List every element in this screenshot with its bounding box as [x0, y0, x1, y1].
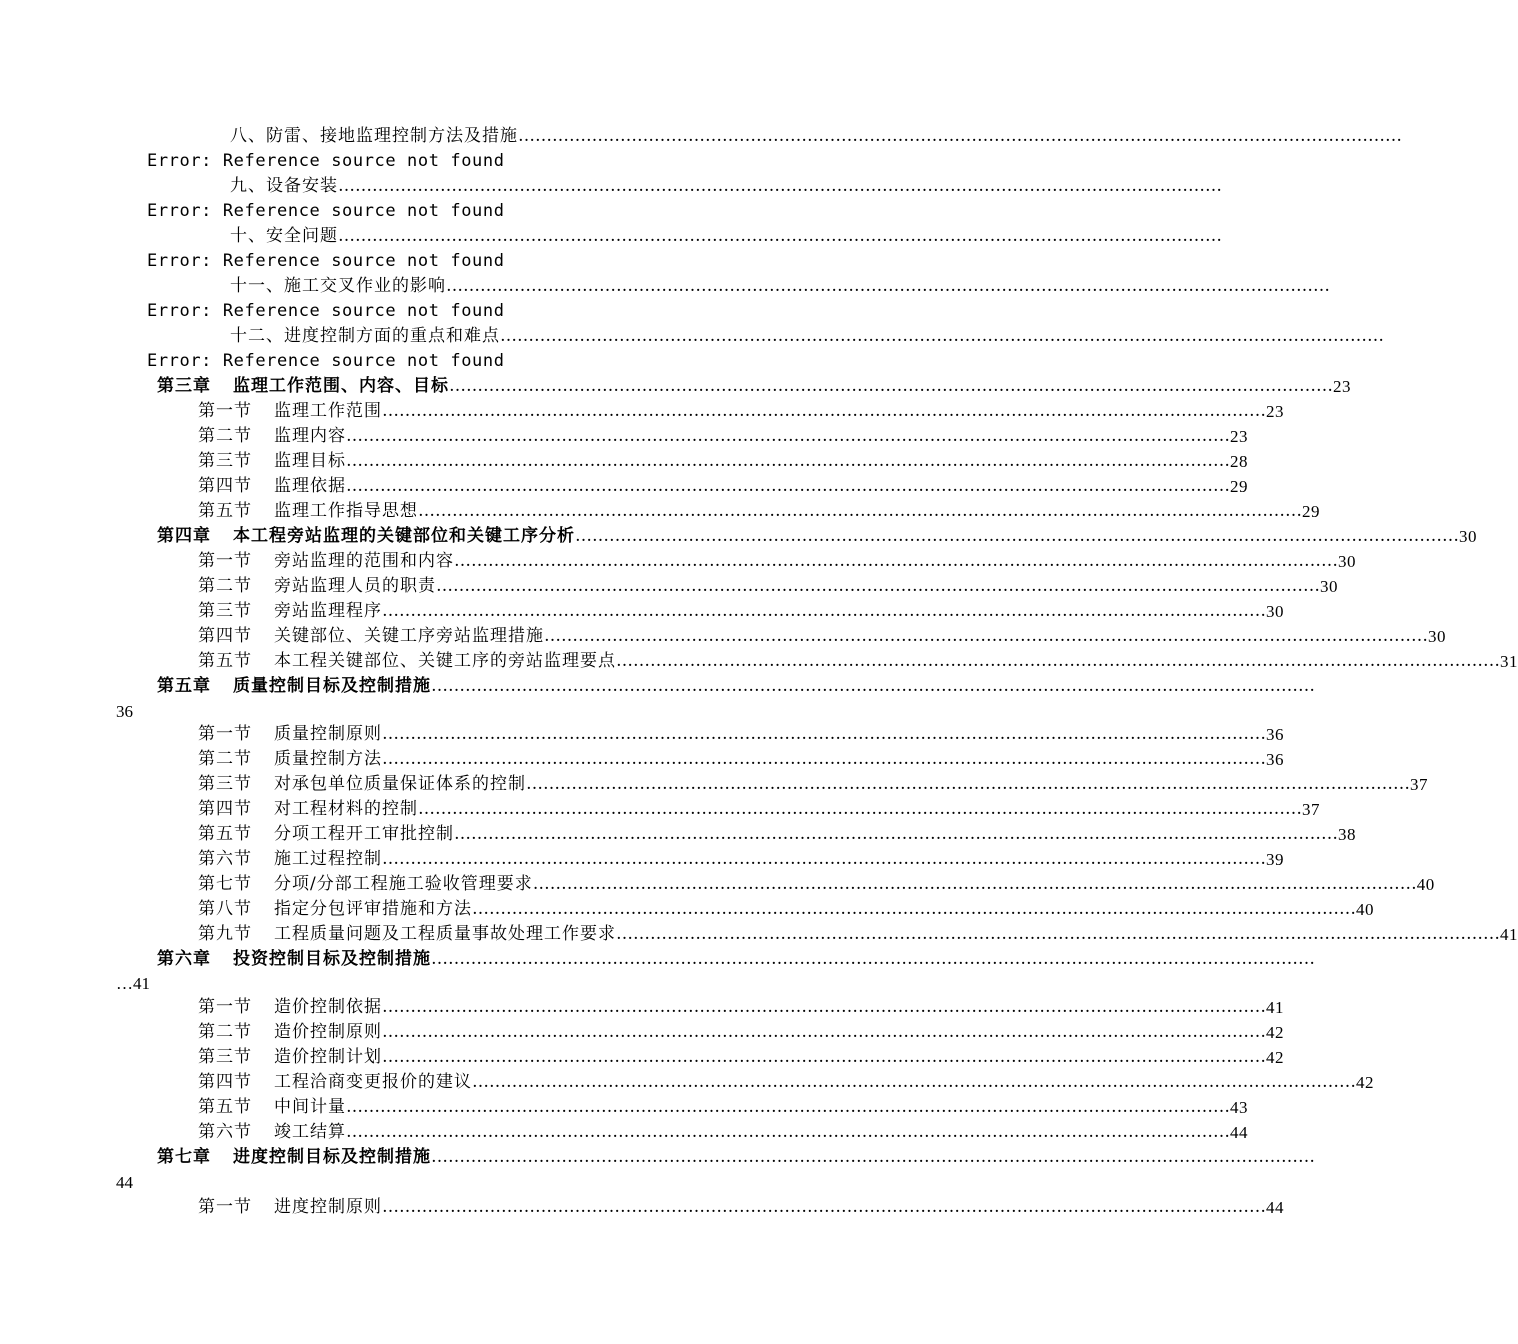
dot-leader: …………………………………………………………………………………………………………………………………………	[418, 799, 1302, 819]
section-entry[interactable]	[198, 499, 1320, 524]
dot-leader: …………………………………………………………………………………………………………………………………………	[449, 376, 1333, 396]
chapter-entry[interactable]	[157, 1145, 1315, 1170]
section-title: 监理内容	[274, 426, 346, 446]
dot-leader: …………………………………………………………………………………………………………………………………………	[532, 874, 1417, 894]
dot-leader: …………………………………………………………………………………………………………………………………………	[382, 1197, 1266, 1217]
wrapped-page-number: 44	[116, 1173, 133, 1192]
section-number: 第四节	[198, 1072, 252, 1092]
section-title: 旁站监理的范围和内容	[274, 551, 454, 571]
chapter-entry[interactable]	[157, 947, 1315, 972]
dot-leader: …………………………………………………………………………………………………………………………………………	[382, 1047, 1266, 1067]
dot-leader: …………………………………………………………………………………………………………………………………………	[431, 949, 1315, 969]
section-number: 第四节	[198, 626, 252, 646]
entry-label: 十二、进度控制方面的重点和难点	[230, 326, 500, 346]
section-title: 监理目标	[274, 451, 346, 471]
page-number: 40	[1356, 900, 1374, 919]
section-number: 第三节	[198, 1047, 252, 1067]
section-entry[interactable]	[198, 474, 1248, 499]
section-entry[interactable]	[198, 449, 1248, 474]
section-number: 第一节	[198, 997, 252, 1017]
page-number: 41	[133, 974, 150, 993]
dot-leader: …………………………………………………………………………………………………………………………………………	[472, 1072, 1356, 1092]
dot-leader: …………………………………………………………………………………………………………………………………………	[338, 176, 1222, 196]
page-number: 43	[1230, 1098, 1248, 1117]
dot-leader: …………………………………………………………………………………………………………………………………………	[544, 626, 1428, 646]
section-title: 分项/分部工程施工验收管理要求	[274, 874, 533, 894]
toc-entry[interactable]	[230, 324, 1384, 349]
section-entry[interactable]	[198, 822, 1356, 847]
section-number: 第一节	[198, 724, 252, 744]
section-title: 本工程关键部位、关键工序的旁站监理要点	[274, 651, 616, 671]
page-number: 42	[1266, 1048, 1284, 1067]
chapter-number: 第三章	[157, 376, 211, 396]
section-title: 旁站监理程序	[274, 601, 382, 621]
dot-leader: …………………………………………………………………………………………………………………………………………	[382, 997, 1266, 1017]
section-entry[interactable]	[198, 722, 1284, 747]
section-entry[interactable]	[198, 399, 1284, 424]
section-entry[interactable]	[198, 847, 1284, 872]
section-entry[interactable]	[198, 772, 1428, 797]
page-number: 39	[1266, 850, 1284, 869]
section-entry[interactable]	[198, 1070, 1374, 1095]
page-number: 29	[1230, 477, 1248, 496]
section-number: 第三节	[198, 601, 252, 621]
chapter-entry[interactable]	[157, 374, 1351, 399]
reference-error: Error: Reference source not found	[147, 251, 505, 271]
section-title: 对承包单位质量保证体系的控制	[274, 774, 526, 794]
section-title: 造价控制计划	[274, 1047, 382, 1067]
reference-error: Error: Reference source not found	[147, 351, 505, 371]
section-entry[interactable]	[198, 797, 1320, 822]
dot-leader: …………………………………………………………………………………………………………………………………………	[346, 1097, 1230, 1117]
section-entry[interactable]	[198, 747, 1284, 772]
section-title: 竣工结算	[274, 1122, 346, 1142]
chapter-title: 进度控制目标及控制措施	[233, 1147, 431, 1167]
page-number: 40	[1416, 875, 1435, 894]
section-title: 指定分包评审措施和方法	[274, 899, 472, 919]
section-entry[interactable]	[198, 649, 1518, 674]
section-title: 质量控制方法	[274, 749, 382, 769]
section-title: 监理工作范围	[274, 401, 382, 421]
page-number: 41	[1500, 925, 1518, 944]
chapter-title: 监理工作范围、内容、目标	[233, 376, 449, 396]
entry-label: 十、安全问题	[230, 226, 338, 246]
section-entry[interactable]	[198, 549, 1356, 574]
dot-leader: …………………………………………………………………………………………………………………………………………	[431, 1147, 1315, 1167]
dot-leader: …………………………………………………………………………………………………………………………………………	[382, 401, 1266, 421]
section-entry[interactable]	[198, 995, 1284, 1020]
section-number: 第五节	[198, 824, 252, 844]
dot-leader: …………………………………………………………………………………………………………………………………………	[575, 526, 1459, 546]
page-number: 28	[1230, 452, 1248, 471]
section-entry[interactable]	[198, 624, 1446, 649]
page-number: 42	[1266, 1023, 1284, 1042]
chapter-number: 第五章	[157, 676, 211, 696]
section-number: 第二节	[198, 749, 252, 769]
section-title: 质量控制原则	[274, 724, 382, 744]
reference-error: Error: Reference source not found	[147, 301, 505, 321]
dot-leader: …………………………………………………………………………………………………………………………………………	[346, 476, 1230, 496]
dot-leader: …………………………………………………………………………………………………………………………………………	[346, 451, 1230, 471]
page-number: 30	[1428, 627, 1446, 646]
section-number: 第五节	[198, 651, 252, 671]
section-number: 第六节	[198, 849, 252, 869]
section-number: 第九节	[198, 924, 252, 944]
section-title: 工程洽商变更报价的建议	[274, 1072, 472, 1092]
toc-entry[interactable]	[230, 224, 1222, 249]
section-entry[interactable]	[198, 599, 1284, 624]
section-entry[interactable]	[198, 1020, 1284, 1045]
section-number: 第一节	[198, 1197, 252, 1217]
dot-leader: …………………………………………………………………………………………………………………………………………	[500, 326, 1384, 346]
dot-leader: …………………………………………………………………………………………………………………………………………	[454, 824, 1338, 844]
page-number: 37	[1410, 775, 1428, 794]
section-number: 第六节	[198, 1122, 252, 1142]
page-number: 30	[1338, 552, 1356, 571]
section-title: 对工程材料的控制	[274, 799, 418, 819]
section-number: 第一节	[198, 551, 252, 571]
page-number: 44	[1230, 1123, 1248, 1142]
section-entry[interactable]	[198, 574, 1338, 599]
dot-leader: …………………………………………………………………………………………………………………………………………	[526, 774, 1410, 794]
section-number: 第七节	[198, 874, 252, 894]
section-title: 旁站监理人员的职责	[274, 576, 436, 596]
dot-leader: …………………………………………………………………………………………………………………………………………	[382, 749, 1266, 769]
section-number: 第二节	[198, 1022, 252, 1042]
dot-leader: …………………………………………………………………………………………………………………………………………	[346, 1122, 1230, 1142]
dot-leader: …………………………………………………………………………………………………………………………………………	[616, 924, 1500, 944]
dot-leader: …………………………………………………………………………………………………………………………………………	[518, 126, 1402, 146]
chapter-number: 第七章	[157, 1147, 211, 1167]
section-number: 第二节	[198, 576, 252, 596]
page-number: 23	[1266, 402, 1284, 421]
section-number: 第五节	[198, 501, 252, 521]
chapter-title: 投资控制目标及控制措施	[233, 949, 431, 969]
dot-leader: …………………………………………………………………………………………………………………………………………	[616, 651, 1500, 671]
entry-label: 八、防雷、接地监理控制方法及措施	[230, 126, 518, 146]
section-number: 第五节	[198, 1097, 252, 1117]
dot-leader: …………………………………………………………………………………………………………………………………………	[472, 899, 1356, 919]
chapter-number: 第四章	[157, 526, 211, 546]
section-entry[interactable]	[198, 1195, 1284, 1220]
section-title: 工程质量问题及工程质量事故处理工作要求	[274, 924, 616, 944]
section-number: 第三节	[198, 774, 252, 794]
section-entry[interactable]	[198, 922, 1518, 947]
page-number: 41	[1266, 998, 1284, 1017]
page-number: 30	[1320, 577, 1338, 596]
dot-leader: …………………………………………………………………………………………………………………………………………	[346, 426, 1230, 446]
section-title: 关键部位、关键工序旁站监理措施	[274, 626, 544, 646]
section-entry[interactable]	[198, 872, 1435, 897]
page-number: 42	[1356, 1073, 1374, 1092]
section-title: 分项工程开工审批控制	[274, 824, 454, 844]
dot-leader: …………………………………………………………………………………………………………………………………………	[418, 501, 1302, 521]
reference-error: Error: Reference source not found	[147, 151, 505, 171]
page-number: 23	[1333, 377, 1351, 396]
toc-entry[interactable]	[230, 274, 1330, 299]
page-number: 36	[1266, 750, 1284, 769]
chapter-number: 第六章	[157, 949, 211, 969]
section-number: 第四节	[198, 799, 252, 819]
section-number: 第八节	[198, 899, 252, 919]
section-entry[interactable]	[198, 1120, 1248, 1145]
section-title: 进度控制原则	[274, 1197, 382, 1217]
section-number: 第二节	[198, 426, 252, 446]
page-number: 31	[1500, 652, 1518, 671]
dot-leader: …………………………………………………………………………………………………………………………………………	[382, 849, 1266, 869]
wrapped-page-number	[116, 971, 150, 996]
section-title: 造价控制原则	[274, 1022, 382, 1042]
page-number: 44	[1266, 1198, 1284, 1217]
dot-leader: …………………………………………………………………………………………………………………………………………	[436, 576, 1320, 596]
section-title: 监理依据	[274, 476, 346, 496]
dot-leader: …………………………………………………………………………………………………………………………………………	[382, 1022, 1266, 1042]
section-entry[interactable]	[198, 897, 1374, 922]
section-entry[interactable]	[198, 1045, 1284, 1070]
section-title: 造价控制依据	[274, 997, 382, 1017]
section-entry[interactable]	[198, 424, 1248, 449]
section-number: 第一节	[198, 401, 252, 421]
dot-leader: …………………………………………………………………………………………………………………………………………	[454, 551, 1338, 571]
section-number: 第四节	[198, 476, 252, 496]
entry-label: 九、设备安装	[230, 176, 338, 196]
section-title: 中间计量	[274, 1097, 346, 1117]
section-title: 施工过程控制	[274, 849, 382, 869]
toc-entry[interactable]	[230, 124, 1402, 149]
chapter-title: 质量控制目标及控制措施	[233, 676, 431, 696]
chapter-title: 本工程旁站监理的关键部位和关键工序分析	[233, 526, 575, 546]
toc-entry[interactable]	[230, 174, 1222, 199]
page-number: 30	[1459, 527, 1477, 546]
dot-leader: …………………………………………………………………………………………………………………………………………	[431, 676, 1315, 696]
dot-leader: …………………………………………………………………………………………………………………………………………	[446, 276, 1330, 296]
page-number: 29	[1302, 502, 1320, 521]
section-number: 第三节	[198, 451, 252, 471]
chapter-entry[interactable]	[157, 674, 1315, 699]
dot-leader: …………………………………………………………………………………………………………………………………………	[382, 601, 1266, 621]
entry-label: 十一、施工交叉作业的影响	[230, 276, 446, 296]
wrapped-leader: …	[116, 974, 133, 993]
section-entry[interactable]	[198, 1095, 1248, 1120]
wrapped-page-number: 36	[116, 702, 133, 721]
page-number: 38	[1338, 825, 1356, 844]
page-number: 36	[1266, 725, 1284, 744]
section-title: 监理工作指导思想	[274, 501, 418, 521]
page-number: 37	[1302, 800, 1320, 819]
dot-leader: …………………………………………………………………………………………………………………………………………	[338, 226, 1222, 246]
chapter-entry[interactable]	[157, 524, 1477, 549]
page-number: 30	[1266, 602, 1284, 621]
reference-error: Error: Reference source not found	[147, 201, 505, 221]
page-number: 23	[1230, 427, 1248, 446]
dot-leader: …………………………………………………………………………………………………………………………………………	[382, 724, 1266, 744]
